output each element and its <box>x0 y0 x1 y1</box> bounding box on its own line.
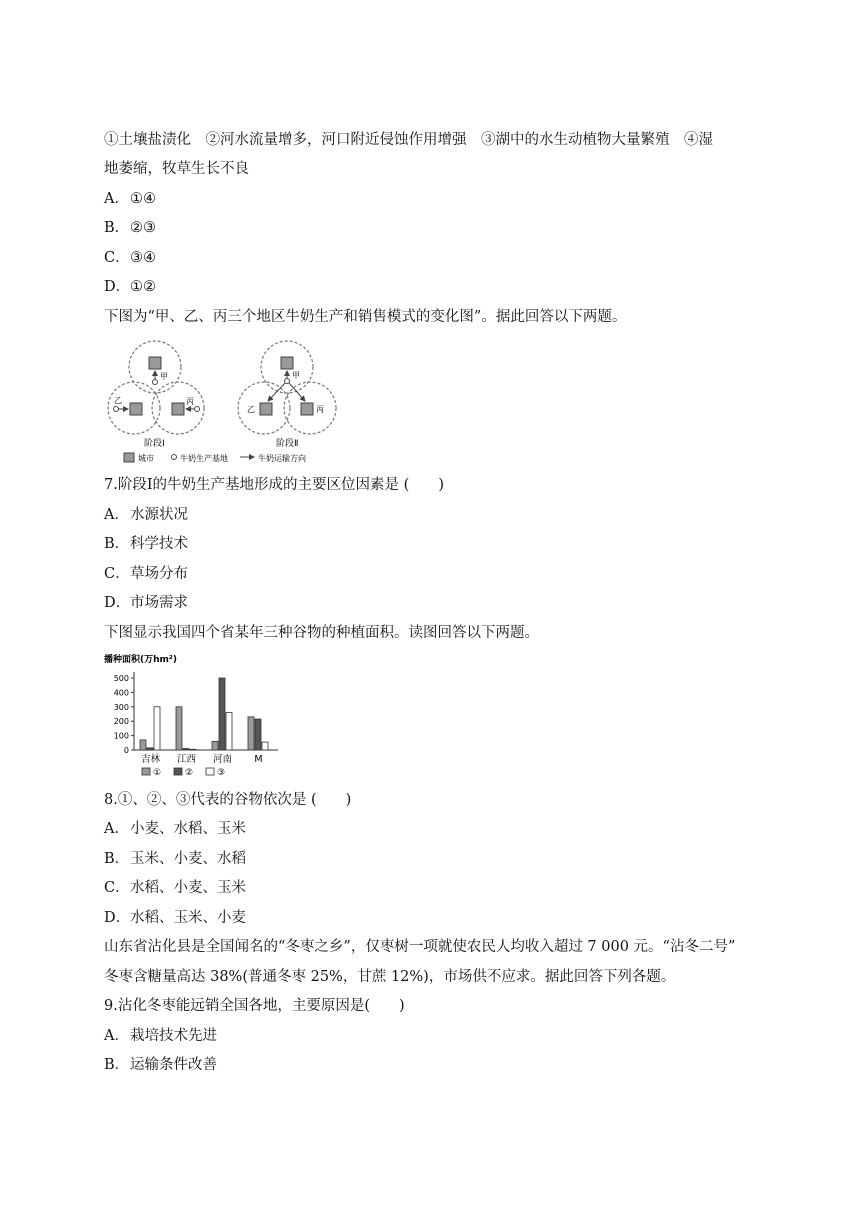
bar-1-1 <box>140 740 146 750</box>
bar-4-2 <box>255 719 261 750</box>
bar-3-2 <box>219 678 225 750</box>
x-tick-label: 河南 <box>212 754 233 765</box>
y-tick-label: 500 <box>113 674 129 683</box>
bar-2-3 <box>190 749 196 750</box>
label-jia: 甲 <box>160 372 168 381</box>
city-icon <box>260 403 272 415</box>
y-tick-label: 400 <box>113 688 129 698</box>
y-tick-label: 0 <box>123 746 129 755</box>
intro-jujube-line2: 冬枣含糖量高达 38%(普通冬枣 25%，甘蔗 12%)，市场供不应求。据此回答下列各题。 <box>104 969 676 985</box>
grain-area-chart <box>104 652 284 782</box>
q9-stem: 9.沾化冬枣能远销全国各地，主要原因是( ) <box>104 998 405 1014</box>
bar-3-3 <box>226 713 232 750</box>
q6-option-c: C．③④ <box>104 250 156 266</box>
legend-swatch-2 <box>174 768 182 775</box>
legend-city-icon <box>124 453 134 462</box>
legend-base-label: 牛奶生产基地 <box>180 454 228 463</box>
legend-swatch-1 <box>142 768 150 775</box>
legend-city-label: 城市 <box>138 454 154 463</box>
q6-stem-line2: 地萎缩，牧草生长不良 <box>104 161 249 177</box>
city-icon <box>172 403 184 415</box>
y-tick-label: 200 <box>113 717 129 727</box>
bar-2-2 <box>183 749 189 750</box>
q7-option-d: D．市场需求 <box>104 595 188 611</box>
q7-option-a: A．水源状况 <box>104 507 188 523</box>
q9-option-b: B．运输条件改善 <box>104 1057 217 1073</box>
bar-4-1 <box>248 717 254 750</box>
stage2-label: 阶段Ⅱ <box>276 439 299 449</box>
legend-label-3: ③ <box>217 768 226 778</box>
y-tick-label: 100 <box>113 731 129 741</box>
intro-jujube-line1: 山东省沾化县是全国闻名的“冬枣之乡”，仅枣树一项就使农民人均收入超过 7 000 元。“沾冬二号” <box>104 939 736 955</box>
label-bing: 丙 <box>186 397 194 406</box>
stage1-label: 阶段Ⅰ <box>144 439 165 449</box>
q8-option-d: D．水稻、玉米、小麦 <box>104 910 246 926</box>
city-icon <box>130 403 142 415</box>
label-yi: 乙 <box>247 405 255 414</box>
label-bing: 丙 <box>316 405 324 414</box>
label-jia: 甲 <box>292 371 300 380</box>
legend-label-2: ② <box>185 768 194 778</box>
q7-option-c: C．草场分布 <box>104 566 188 582</box>
chart-ylabel: 播种面积(万hm²) <box>104 655 177 665</box>
x-tick-label: 江西 <box>176 754 197 765</box>
transport-arrow-icon <box>289 383 305 401</box>
q9-option-a: A．栽培技术先进 <box>104 1028 217 1044</box>
intro-grain: 下图显示我国四个省某年三种谷物的种植面积。读图回答以下两题。 <box>104 625 539 641</box>
q6-option-b: B．②③ <box>104 220 156 236</box>
bar-1-3 <box>154 707 160 750</box>
milk-base-icon <box>114 407 119 412</box>
milk-base-icon <box>195 407 200 412</box>
milk-base-icon <box>285 379 290 384</box>
q6-option-d: D．①② <box>104 279 156 295</box>
legend-transport-label: 牛奶运输方向 <box>258 454 306 463</box>
x-tick-label: M <box>254 754 263 765</box>
legend-swatch-3 <box>206 768 214 775</box>
q7-stem: 7.阶段Ⅰ的牛奶生产基地形成的主要区位因素是 ( ) <box>104 477 444 493</box>
x-tick-label: 吉林 <box>140 754 161 765</box>
q8-option-c: C．水稻、小麦、玉米 <box>104 880 246 896</box>
q6-stem-line1: ①土壤盐渍化 ②河水流量增多，河口附近侵蚀作用增强 ③湖中的水生动植物大量繁殖 ④湿 <box>104 132 713 148</box>
legend-base-icon <box>172 455 177 460</box>
q7-option-b: B．科学技术 <box>104 536 188 552</box>
city-icon <box>301 403 313 415</box>
city-icon <box>149 357 161 369</box>
legend-label-1: ① <box>153 768 162 778</box>
q8-stem: 8.①、②、③代表的谷物依次是 ( ) <box>104 792 352 808</box>
q6-option-a: A．①④ <box>104 191 156 207</box>
bar-4-3 <box>262 742 268 750</box>
city-icon <box>281 357 293 369</box>
intro-milk: 下图为“甲、乙、丙三个地区牛奶生产和销售模式的变化图”。据此回答以下两题。 <box>104 309 627 325</box>
milk-model-figure <box>104 340 354 468</box>
milk-base-icon <box>153 380 158 385</box>
q8-option-a: A．小麦、水稻、玉米 <box>104 821 246 837</box>
q8-option-b: B．玉米、小麦、水稻 <box>104 851 246 867</box>
y-tick-label: 300 <box>113 702 129 712</box>
label-yi: 乙 <box>114 396 122 405</box>
bar-2-1 <box>176 707 182 750</box>
bar-3-1 <box>212 741 218 750</box>
bar-1-2 <box>147 748 153 750</box>
